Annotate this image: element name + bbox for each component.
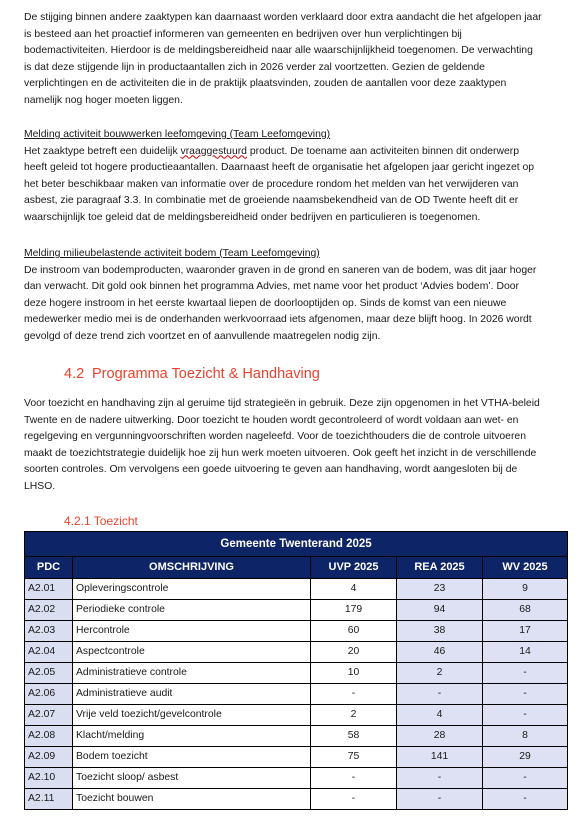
cell-uvp: 10	[311, 663, 397, 684]
cell-pdc: A2.07	[25, 705, 73, 726]
cell-pdc: A2.04	[25, 642, 73, 663]
cell-wv: 29	[483, 747, 568, 768]
cell-rea: 28	[397, 726, 483, 747]
cell-rea: 4	[397, 705, 483, 726]
table-row	[25, 600, 568, 621]
cell-wv: -	[483, 684, 568, 705]
text-line: De stijging binnen andere zaaktypen kan daarnaast worden verklaard door extra aandacht die het afgelopen jaar	[24, 12, 542, 23]
text-line: LHSO.	[24, 480, 56, 492]
cell-pdc: A2.08	[25, 726, 73, 747]
text-fragment: product. De toename aan activiteiten binnen dit onderwerp	[246, 145, 520, 157]
paragraph-toezicht	[24, 396, 564, 496]
table-row	[25, 684, 568, 705]
cell-rea: -	[397, 768, 483, 789]
paragraph-intro	[24, 10, 564, 110]
text-fragment: Het zaaktype betreft een duidelijk	[24, 145, 181, 157]
cell-rea: 94	[397, 600, 483, 621]
subsection-heading: 4.2.1 Toezicht	[64, 514, 138, 528]
column-header-pdc: PDC	[25, 557, 73, 579]
cell-omschrijving: Administratieve controle	[73, 663, 311, 684]
subheading-bodem: Melding milieubelastende activiteit bodem (Team Leefomgeving)	[24, 248, 320, 259]
cell-pdc: A2.06	[25, 684, 73, 705]
text-line: soorten controles. Om vervolgens een goede uitvoering te geven aan handhaving, wordt aangesloten bij de	[24, 464, 518, 476]
cell-rea: 23	[397, 579, 483, 600]
cell-rea: -	[397, 684, 483, 705]
section-title: Programma Toezicht & Handhaving	[92, 366, 320, 382]
paragraph-bodem	[24, 246, 564, 346]
cell-omschrijving: Aspectcontrole	[73, 642, 311, 663]
table-row	[25, 663, 568, 684]
text-line: waarschijnlijk toe geleid dat de meldingsbereidheid onder bedrijven en particulieren is toegenomen.	[24, 211, 481, 223]
cell-wv: 68	[483, 600, 568, 621]
cell-omschrijving: Toezicht bouwen	[73, 789, 311, 810]
cell-uvp: -	[311, 768, 397, 789]
cell-rea: -	[397, 789, 483, 810]
column-header-wv: WV 2025	[483, 557, 568, 579]
text-line: bodemactiviteiten. Hierdoor is de meldingsbereidheid naar alle waarschijnlijkheid toegenomen. De verwachting	[24, 45, 533, 57]
text-line: maakt de toezichtstrategie duidelijk hoe zij hun werk moeten uitvoeren. Ook geeft het inzicht in de verschillende	[24, 447, 537, 459]
cell-uvp: -	[311, 789, 397, 810]
cell-rea: 38	[397, 621, 483, 642]
cell-pdc: A2.01	[25, 579, 73, 600]
table-row	[25, 747, 568, 768]
section-heading	[64, 366, 320, 382]
cell-rea: 141	[397, 747, 483, 768]
cell-omschrijving: Administratieve audit	[73, 684, 311, 705]
text-line: regelgeving en vergunningvoorschriften worden nageleefd. Voor de toezichthouders die de controle uitvoeren	[24, 431, 526, 443]
cell-pdc: A2.05	[25, 663, 73, 684]
text-line: deze hogere instroom in het eerste kwartaal liepen de doorlooptijden op. Sinds de komst van een nieuwe	[24, 297, 507, 309]
cell-wv: 8	[483, 726, 568, 747]
text-line: Twente en de nadere uitwerking. Door toezicht te houden wordt gecontroleerd of wordt voldaan aan wet- en	[24, 414, 519, 426]
cell-wv: 17	[483, 621, 568, 642]
cell-pdc: A2.09	[25, 747, 73, 768]
column-header-uvp: UVP 2025	[311, 557, 397, 579]
table-row	[25, 726, 568, 747]
cell-wv: -	[483, 663, 568, 684]
cell-uvp: 20	[311, 642, 397, 663]
cell-omschrijving: Bodem toezicht	[73, 747, 311, 768]
cell-omschrijving: Vrije veld toezicht/gevelcontrole	[73, 705, 311, 726]
cell-omschrijving: Klacht/melding	[73, 726, 311, 747]
table-title: Gemeente Twenterand 2025	[25, 532, 568, 557]
cell-omschrijving: Hercontrole	[73, 621, 311, 642]
table-row	[25, 705, 568, 726]
text-line: namelijk nog hoger moeten liggen.	[24, 94, 183, 106]
text-line: medewerker medio mei is de onderhanden werkvoorraad iets afgenomen, maar deze blijft hoog. In 2026 wordt	[24, 314, 532, 326]
table-row	[25, 579, 568, 600]
cell-omschrijving: Opleveringscontrole	[73, 579, 311, 600]
cell-pdc: A2.03	[25, 621, 73, 642]
cell-uvp: 179	[311, 600, 397, 621]
section-number: 4.2	[64, 366, 85, 382]
cell-pdc: A2.10	[25, 768, 73, 789]
table-row	[25, 768, 568, 789]
cell-pdc: A2.02	[25, 600, 73, 621]
text-line: is dat deze stijgende lijn in productaantallen zich in 2026 verder zal voortzetten. Gezien de geldende	[24, 61, 485, 73]
column-header-rea: REA 2025	[397, 557, 483, 579]
text-line	[24, 144, 564, 161]
cell-wv: -	[483, 705, 568, 726]
cell-uvp: -	[311, 684, 397, 705]
text-line: het beter beschikbaar maken van informatie over de procedure rondom het melden van het verwijderen van	[24, 178, 519, 190]
table-row	[25, 621, 568, 642]
spellcheck-word: vraaggestuurd	[180, 145, 247, 157]
text-line: Voor toezicht en handhaving zijn al geruime tijd strategieën in gebruik. Deze zijn opgenomen in het VTHA-beleid	[24, 398, 540, 409]
cell-omschrijving: Toezicht sloop/ asbest	[73, 768, 311, 789]
cell-rea: 46	[397, 642, 483, 663]
text-line: is besteed aan het proactief informeren van gemeenten en bedrijven over hun verplichtingen bij	[24, 28, 462, 40]
text-line: heeft geleid tot hogere productieaantallen. Daarnaast heeft de organisatie het afgelopen jaar gericht ingezet op	[24, 162, 535, 174]
text-line: dan verwacht. Dit gold ook binnen het programma Advies, met name voor het product ‘Advies bodem’. Door	[24, 281, 519, 293]
cell-wv: -	[483, 789, 568, 810]
text-line: De instroom van bodemproducten, waaronder graven in de grond en saneren van de bodem, was dit jaar hoger	[24, 264, 537, 276]
cell-uvp: 2	[311, 705, 397, 726]
cell-rea: 2	[397, 663, 483, 684]
paragraph-bouwwerken	[24, 127, 564, 227]
text-line: gevolgd of deze trend zich voortzet en of aanvullende maatregelen nodig zijn.	[24, 330, 381, 342]
cell-omschrijving: Periodieke controle	[73, 600, 311, 621]
cell-wv: 9	[483, 579, 568, 600]
cell-uvp: 58	[311, 726, 397, 747]
table-row	[25, 789, 568, 810]
table-row	[25, 642, 568, 663]
subheading-bouwwerken: Melding activiteit bouwwerken leefomgeving (Team Leefomgeving)	[24, 129, 331, 140]
cell-uvp: 60	[311, 621, 397, 642]
cell-uvp: 75	[311, 747, 397, 768]
cell-uvp: 4	[311, 579, 397, 600]
cell-wv: 14	[483, 642, 568, 663]
text-line: asbest, zie paragraaf 3.3. In combinatie met de groeiende naamsbekendheid van de OD Twente heeft dit er	[24, 195, 519, 207]
column-header-omschrijving: OMSCHRIJVING	[73, 557, 311, 579]
cell-pdc: A2.11	[25, 789, 73, 810]
toezicht-table	[24, 531, 568, 810]
text-line: verplichtingen en de activiteiten die in de praktijk plaatsvinden, zouden de aantallen voor deze zaaktypen	[24, 78, 507, 90]
cell-wv: -	[483, 768, 568, 789]
